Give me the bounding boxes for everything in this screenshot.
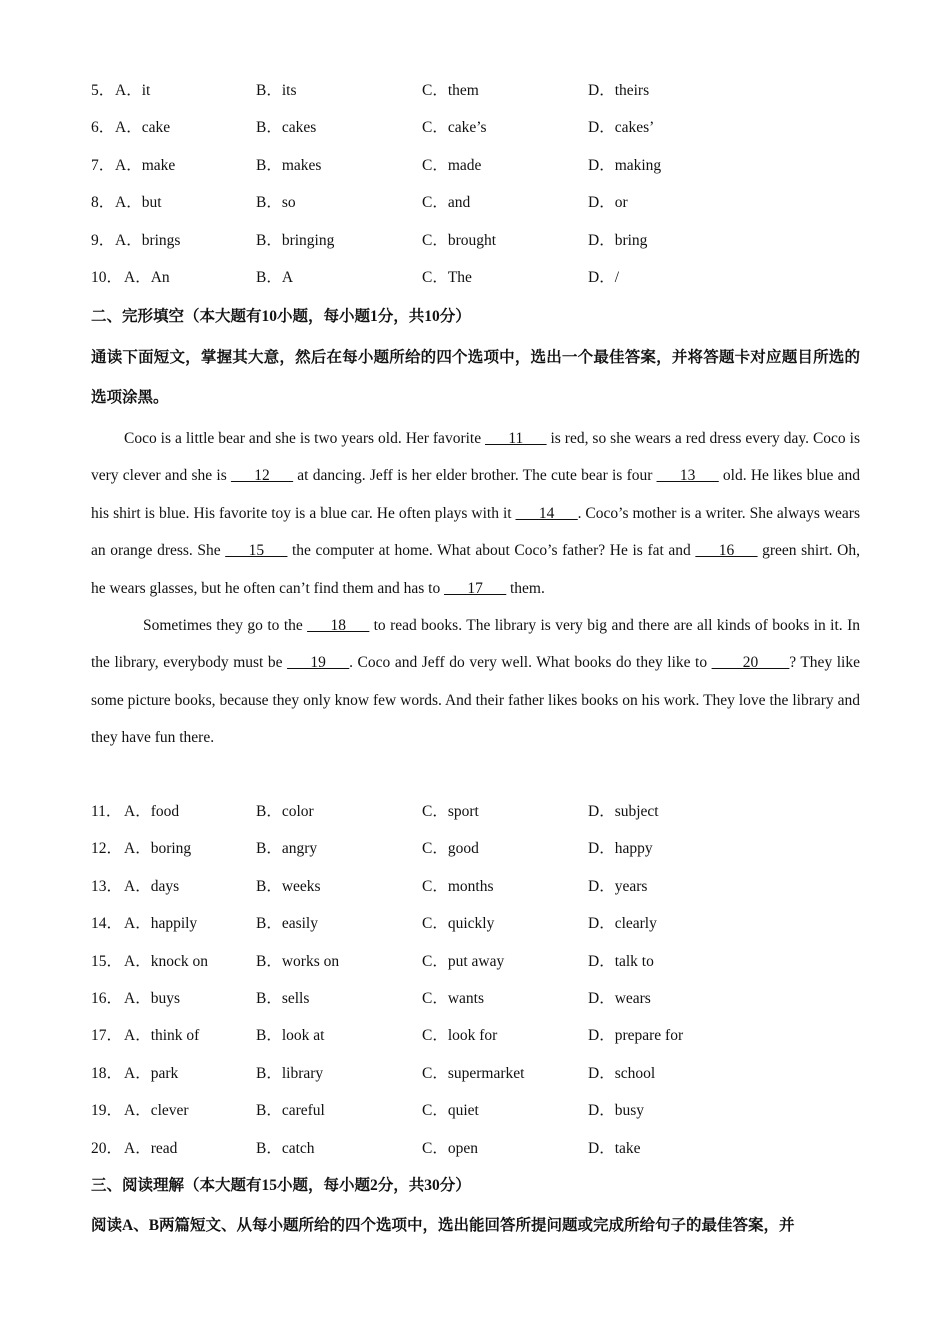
option-d[interactable]: D．subject [588,803,659,820]
option-c[interactable]: C．them [422,82,479,99]
option-c[interactable]: C．The [422,269,472,286]
option-d[interactable]: D．happy [588,840,653,858]
option-a[interactable]: A．knock on [124,952,208,970]
option-c[interactable]: C．good [422,840,479,858]
cloze-passage [91,420,860,757]
blank-17: ___17___ [444,579,507,597]
blank-19: ___19___ [287,654,350,672]
option-c[interactable]: C．cake’s [422,119,487,137]
option-c[interactable]: C．months [422,877,494,895]
question-number: 18． [91,1064,123,1082]
blank-11: ___11___ [485,430,547,447]
option-c[interactable]: C．look for [422,1027,498,1045]
option-d[interactable]: D．cakes’ [588,119,655,137]
option-c[interactable]: C．put away [422,952,505,970]
option-b[interactable]: B．works on [256,952,340,970]
option-a[interactable]: A．cake [115,119,171,137]
option-b[interactable]: B．cakes [256,119,317,137]
option-d[interactable]: D．wears [588,990,651,1007]
option-a[interactable]: A．happily [124,915,198,933]
option-a[interactable]: A．but [115,194,162,212]
passage-text: old. He likes blue and his shirt is blue. His favorite toy is a blue car. He often plays with it [91,467,860,522]
blank-13: ___13___ [656,467,719,485]
option-b[interactable]: B．sells [256,990,310,1007]
question-number: 5． [91,82,115,99]
option-b[interactable]: B．makes [256,156,322,174]
option-a[interactable]: A．park [124,1064,179,1082]
passage-paragraph-1 [91,420,860,607]
option-b[interactable]: B．color [256,803,314,820]
question-number: 6． [91,119,115,137]
question-number: 7． [91,156,115,174]
option-d[interactable]: D．/ [588,269,620,286]
option-b[interactable]: B．careful [256,1102,325,1120]
option-c[interactable]: C．supermarket [422,1064,525,1082]
option-c[interactable]: C．quickly [422,915,495,933]
option-a[interactable]: A．An [124,269,170,286]
option-c[interactable]: C．open [422,1139,478,1157]
question-number: 9． [91,231,115,249]
passage-text: Coco is a little bear and she is two years old. Her favorite [124,430,486,447]
option-a[interactable]: A．make [115,156,176,174]
option-b[interactable]: B．its [256,82,297,99]
passage-text: . Coco and Jeff do very well. What books do they like to [349,654,712,672]
question-number: 13． [91,877,123,895]
question-number: 12． [91,840,123,858]
passage-text: is red, so she wears a red dress every day. Coco is very clever and she is [91,430,860,485]
question-number: 15． [91,952,123,970]
option-d[interactable]: D．clearly [588,915,657,933]
question-number: 8． [91,194,115,212]
option-d[interactable]: D．take [588,1139,641,1157]
option-b[interactable]: B．look at [256,1027,325,1045]
blank-15: ___15___ [225,542,288,560]
option-a[interactable]: A．buys [124,990,180,1007]
option-c[interactable]: C．sport [422,803,479,820]
question-number: 17． [91,1027,123,1045]
option-b[interactable]: B．bringing [256,231,335,249]
passage-text: the computer at home. What about Coco’s father? He is fat and [287,542,696,560]
blank-20: ____20____ [711,654,790,672]
option-d[interactable]: D．prepare for [588,1027,684,1045]
option-d[interactable]: D．talk to [588,952,654,970]
section2-heading: 二、完形填空（本大题有10小题，每小题1分，共10分） [91,308,471,325]
option-d[interactable]: D．making [588,156,662,174]
blank-12: ___12___ [231,467,294,485]
option-b[interactable]: B．easily [256,915,318,933]
option-a[interactable]: A．days [124,877,180,895]
section3-instruction: 阅读A、B两篇短文、从每小题所给的四个选项中，选出能回答所提问题或完成所给句子的最佳答案，并 [91,1217,795,1234]
option-d[interactable]: D．bring [588,231,648,249]
option-b[interactable]: B．angry [256,840,318,858]
option-b[interactable]: B．A [256,269,294,286]
option-a[interactable]: A．food [124,803,180,820]
question-number: 19． [91,1102,123,1120]
passage-paragraph-2 [91,607,860,757]
section3-heading: 三、阅读理解（本大题有15小题，每小题2分，共30分） [91,1177,471,1194]
option-c[interactable]: C．brought [422,231,497,249]
option-c[interactable]: C．quiet [422,1102,479,1120]
blank-16: ___16___ [695,542,758,560]
option-a[interactable]: A．brings [115,231,181,249]
question-number: 14． [91,915,123,933]
option-a[interactable]: A．clever [124,1102,189,1120]
option-d[interactable]: D．school [588,1064,656,1082]
option-d[interactable]: D．busy [588,1102,644,1120]
blank-14: ___14___ [515,504,578,522]
option-c[interactable]: C．wants [422,990,485,1007]
option-a[interactable]: A．read [124,1139,178,1157]
option-c[interactable]: C．and [422,194,471,212]
question-number: 10． [91,269,123,286]
passage-text: at dancing. Jeff is her elder brother. The cute bear is four [293,467,657,485]
option-a[interactable]: A．boring [124,840,192,858]
question-number: 20． [91,1139,123,1157]
option-b[interactable]: B．weeks [256,877,321,895]
option-d[interactable]: D．theirs [588,82,650,99]
passage-text: . Coco’s mother is a writer. She always wears an orange dress. She [91,504,860,560]
option-b[interactable]: B．library [256,1064,324,1082]
option-a[interactable]: A．think of [124,1027,200,1045]
option-c[interactable]: C．made [422,156,482,174]
passage-text: them. [506,579,545,597]
blank-18: ___18___ [307,617,370,635]
option-b[interactable]: B．catch [256,1139,315,1157]
question-number: 11． [91,803,122,820]
question-number: 16． [91,990,123,1007]
passage-text: Sometimes they go to the [143,617,308,635]
passage-text: to read books. The library is very big and there are all kinds of books in it. In the library, everybody must be [91,617,860,672]
passage-text: green shirt. Oh, he wears glasses, but he often can’t find them and has to [91,542,861,597]
section2-instruction: 通读下面短文，掌握其大意，然后在每小题所给的四个选项中，选出一个最佳答案，并将答题卡对应题目所选的选项涂黑。 [91,349,860,406]
option-d[interactable]: D．or [588,194,628,212]
option-b[interactable]: B．so [256,194,296,212]
passage-text: ? They like some picture books, because they only know few words. And their father likes books on his work. They love the library and they have fun there. [91,654,860,747]
option-d[interactable]: D．years [588,877,648,895]
option-a[interactable]: A．it [115,82,151,99]
